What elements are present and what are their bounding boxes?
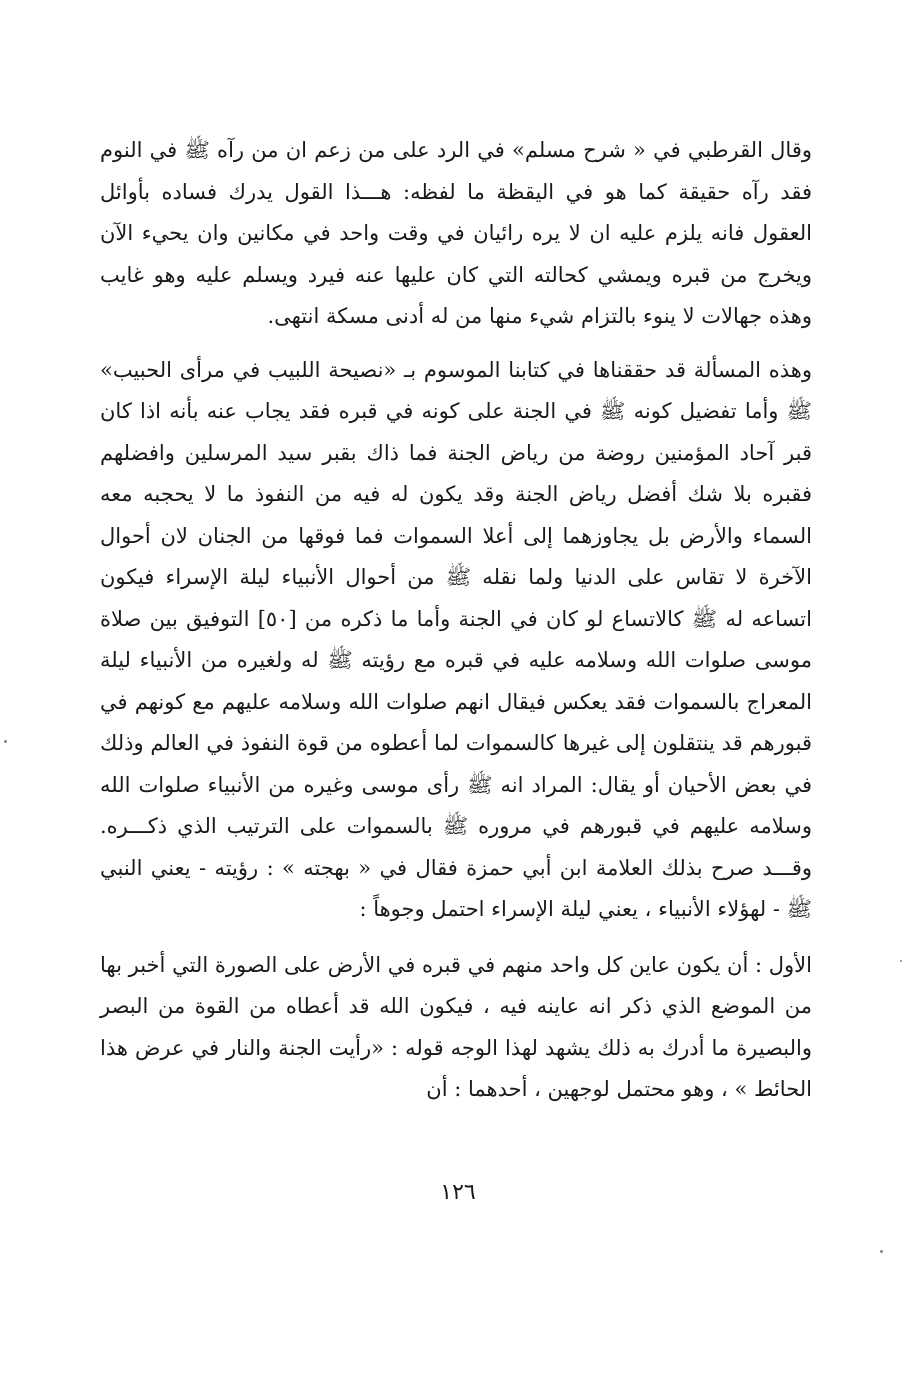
paragraph-2: وهذه المسألة قد حققناها في كتابنا الموسوم بـ «نصيحة اللبيب في مرأى الحبيب» ﷺ وأما تفضيل كونه ﷺ في الجنة على كونه في قبره فقد يجاب عنه بأنه اذا كان قبر آحاد المؤمنين روضة من رياض الجنة فما ذاك بقبر سيد المرسلين وافضلهم فقبره بلا شك أفضل رياض الجنة وقد يكون له فيه من النفوذ ما لا يحجبه معه السماء والأرض بل يجاوزهما إلى أعلا السموات فما فوقها من الجنان لان أحوال الآخرة لا تقاس على الدنيا ولما نقله ﷺ من أحوال الأنبياء ليلة الإسراء فيكون اتساعه له ﷺ كالاتساع لو كان في الجنة وأما ما ذكره من [٥٠] التوفيق بين صلاة موسى صلوات الله وسلامه عليه في قبره مع رؤيته ﷺ له ولغيره من الأنبياء ليلة المعراج بالسموات فقد يعكس فيقال انهم صلوات الله وسلامه عليهم مع كونهم في قبورهم قد ينتقلون إلى غيرها كالسموات لما أعطوه من قوة النفوذ في العالم وذلك في بعض الأحيان أو يقال: المراد انه ﷺ رأى موسى وغيره من الأنبياء صلوات الله وسلامه عليهم في قبورهم في مروره ﷺ بالسموات على الترتيب الذي ذكـــره. وقـــد صرح بذلك العلامة ابن أبي حمزة فقال في « بهجته » : رؤيته - يعني النبي ﷺ - لهؤلاء الأنبياء ، يعني ليلة الإسراء احتمل وجوهاً : [100, 357, 812, 921]
scan-speck [880, 1250, 883, 1253]
page-number: ١٢٦ [440, 1180, 476, 1205]
paragraph-3: الأول : أن يكون عاين كل واحد منهم في قبره في الأرض على الصورة التي أخبر بها من الموضع الذي ذكر انه عاينه فيه ، فيكون الله قد أعطاه من القوة من البصر والبصيرة ما أدرك به ذلك يشهد لهذا الوجه قوله : «رأيت الجنة والنار في عرض هذا الحائط » ، وهو محتمل لوجهين ، أحدهما : أن [100, 952, 812, 1101]
page-body [100, 130, 812, 1111]
paragraph-1: وقال القرطبي في « شرح مسلم» في الرد على من زعم ان من رآه ﷺ في النوم فقد رآه حقيقة كما هو في اليقظة ما لفظه: هـــذا القول يدرك فساده بأوائل العقول فانه يلزم عليه ان لا يره رائيان في وقت واحد في مكانين وان يحيء الآن ويخرج من قبره ويمشي كحالته التي كان عليها عنه فيرد ويسلم عليه وهو غايب وهذه جهالات لا ينوء بالتزام شيء منها من له أدنى مسكة انتهى. [100, 138, 812, 328]
scan-speck [900, 960, 902, 962]
scan-speck [4, 740, 7, 743]
